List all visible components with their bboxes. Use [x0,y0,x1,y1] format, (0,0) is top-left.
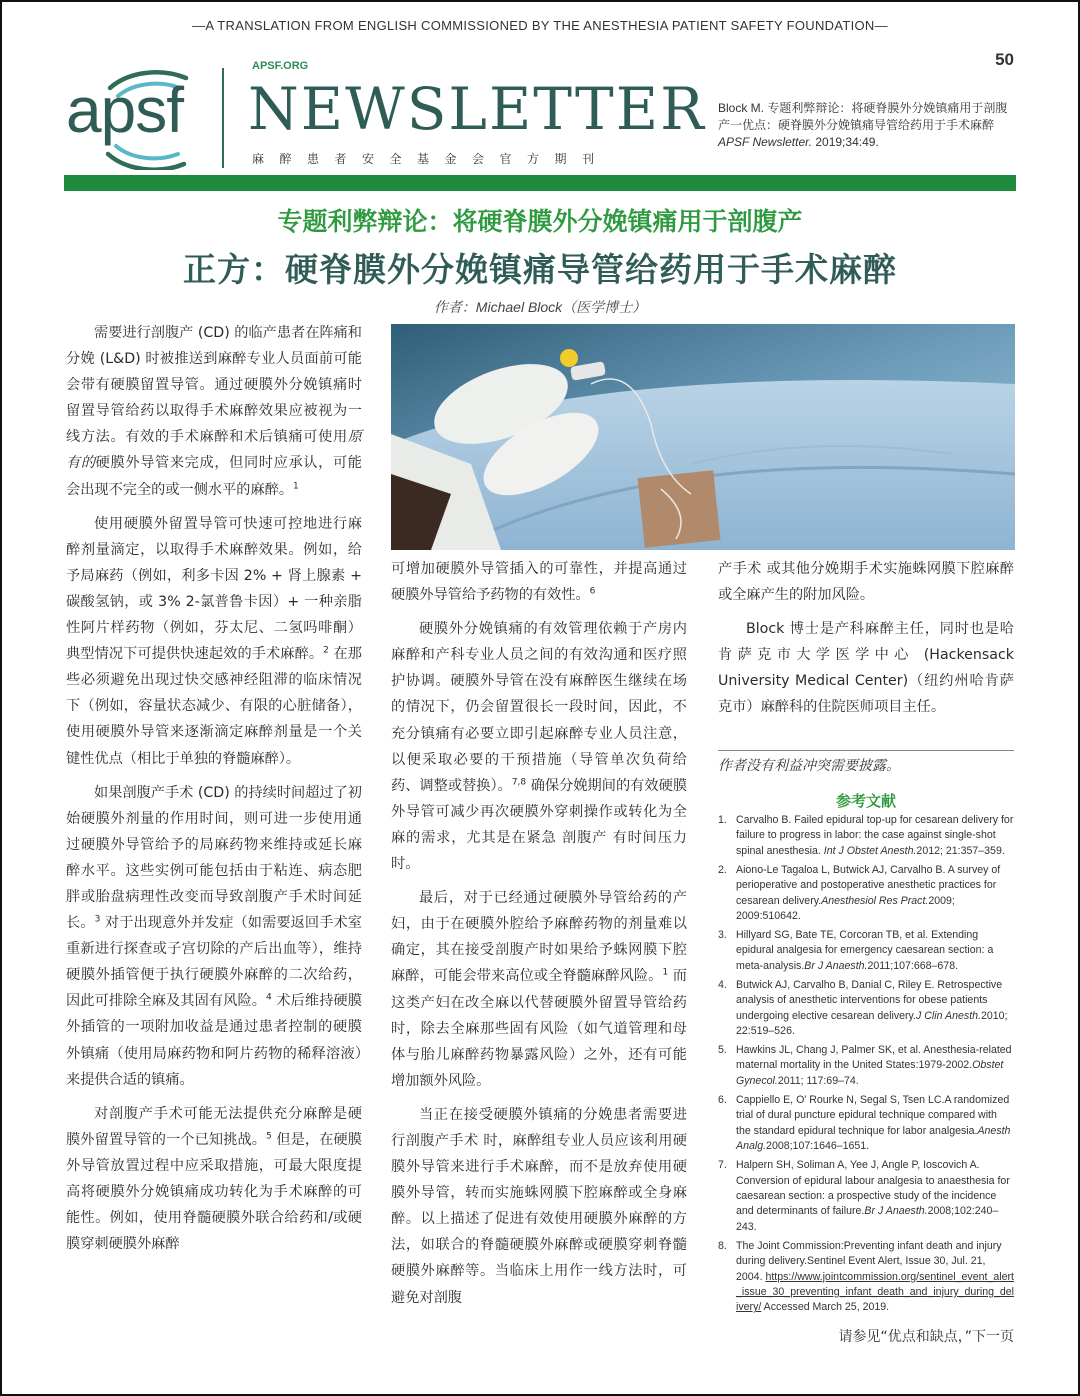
author-bio: Block 博士是产科麻醉主任，同时也是哈肯萨克市大学医学中心 (Hackensack University Medical Center)（纽约州哈肯萨克市）麻醉科的住院医师项目主任。 [718,621,1014,716]
article-headline: 正方：硬脊膜外分娩镇痛导管给药用于手术麻醉 [183,250,897,289]
citation-volume: 2019;34:49. [812,135,879,149]
translation-banner: —A TRANSLATION FROM ENGLISH COMMISSIONED BY THE ANESTHESIA PATIENT SAFETY FOUNDATION— [192,18,888,33]
reference-item: 3. Hillyard SG, Bate TE, Corcoran TB, et al. Extending epidural analgesia for emergency caesarean section: a meta-analysis.Br J Anaesth.2011;107:668–678. [718,929,994,972]
logo-wordmark: apsf [66,74,183,146]
paragraph: 如果剖腹产手术 (CD) 的持续时间超过了初始硬膜外剂量的作用时间，则可进一步使用通过硬膜外导管给予的局麻药物来维持或延长麻醉水平。这些实例可能包括由于粘连、病态肥胖或胎盘病理性改变而导致剖腹产手术时间延长。$^3$ 对于出现意外并发症（如需要返回手术室重新进行探查或子宫切除的产后出血等），维持硬膜外插管便于执行硬膜外麻醉的二次给药，因此可排除全麻及其固有风险。$^4$ 术后维持硬膜外插管的一项附加收益是通过患者控制的硬膜外镇痛（使用局麻药物和阿片药物的稀释溶液）来提供合适的镇痛。 [66,784,362,1088]
column-1 [66,320,362,1265]
header-rule [64,175,1016,191]
reference-item: 1. Carvalho B. Failed epidural top-up for cesarean delivery for failure to progress in labor: the case against single-shot spinal anesthesia. Int J Obstet Anesth.2012; 21:357–359. [718,814,1014,857]
reference-item: 2. Aiono-Le Tagaloa L, Butwick AJ, Carvalho B. A survey of perioperative and postoperative anesthetic practices for cesarean delivery.Anesthesiol Res Pract.2009; 2009:510642. [718,863,1001,923]
paragraph: 使用硬膜外留置导管可快速可控地进行麻醉剂量滴定，以取得手术麻醉效果。例如，给予局麻药（例如，利多卡因 2% + 肾上腺素 + 碳酸氢钠，或 3% 2-氯普鲁卡因）+ 一种亲脂性阿片样药物（例如，芬太尼、二氢吗啡酮）典型情况下可提供快速起效的手术麻醉。$^2$ 在那些必须避免出现过快交感神经阻滞的临床情况下（例如，容量状态减少、有限的心脏储备），使用硬膜外导管来逐渐滴定麻醉剂量是一个关键性优点（相比于单独的脊髓麻醉）。 [66,515,362,767]
surgical-photo-icon [391,324,1015,550]
masthead-divider [222,68,224,168]
paragraph: 当正在接受硬膜外镇痛的分娩患者需要进行剖腹产手术 时，麻醉组专业人员应该利用硬膜外导管来进行手术麻醉，而不是放弃使用硬膜外导管，转而实施蛛网膜下腔麻醉或全身麻醉。以上描述了促进有效使用硬膜外麻醉的方法，如联合的脊髓硬膜外麻醉或硬膜穿刺脊髓硬膜外麻醉等。当临床上用作一线方法时，可避免对剖腹 [391,1106,687,1306]
reference-item: 4. Butwick AJ, Carvalho B, Danial C, Riley E. Retrospective analysis of anesthetic interventions for obese patients undergoing elective cesarean delivery.J Clin Anesth.2010; 22:519–526. [718,978,1008,1038]
apsf-logo [66,66,216,170]
reference-item: 6. Cappiello E, O’ Rourke N, Segal S, Tsen LC.A randomized trial of dural puncture epidural technique compared with the standard epidural technique for labor analgesia.Anesth Analg.2008;107:1646–1651. [718,1093,1011,1153]
citation-journal: APSF Newsletter. [718,135,813,149]
paragraph: 可增加硬膜外导管插入的可靠性，并提高通过硬膜外导管给予药物的有效性。$^6$ [391,561,687,604]
newsletter-title: NEWSLETTER [248,75,706,143]
paragraph: 产手术 或其他分娩期手术实施蛛网膜下腔麻醉或全麻产生的附加风险。 [718,561,1014,604]
paragraph: 需要进行剖腹产 (CD) 的临产患者在阵痛和分娩 (L&D) 时被推送到麻醉专业人员面前可能会带有硬膜留置导管。通过硬膜外分娩镇痛时留置导管给药以取得手术麻醉效果应被视为一线方法。有效的手术麻醉和术后镇痛可使用原有的硬膜外导管来完成，但同时应承认，可能会出现不完全的或一侧水平的麻醉。$^1$ [66,325,362,498]
citation-line-3 [718,134,1018,151]
references-list [718,813,1014,1319]
continued-note[interactable]: 请参见“优点和缺点，”下一页 [838,1329,1014,1345]
paragraph: 硬膜外分娩镇痛的有效管理依赖于产房内麻醉和产科专业人员之间的有效沟通和医疗照护协调。硬膜外导管在没有麻醉医生继续在场的情况下，仍会留置很长一段时间，因此，不充分镇痛有必要立即引起麻醉专业人员注意，以便采取必要的干预措施（导管单次负荷给药、调整或替换）。$^{7,8}$ 确保分娩期间的有效硬膜外导管可减少再次硬膜外穿刺操作或转化为全麻的需求，尤其是在紧急 剖腹产 有时间压力时。 [391,621,688,873]
references-heading: 参考文献 [835,792,896,810]
newsletter-subtitle: 麻醉患者安全基金会官方期刊 [252,152,610,166]
reference-link[interactable]: https://www.jointcommission.org/sentinel_event_alert_issue_30_preventing_infant_death_and_injury_during_delivery/ [736,1270,1015,1314]
article-byline: 作者：Michael Block（医学博士） [433,299,647,315]
site-url[interactable]: APSF.ORG [252,60,309,72]
citation-block [718,100,1018,151]
paragraph: 最后，对于已经通过硬膜外导管给药的产妇，由于在硬膜外腔给予麻醉药物的剂量难以确定，其在接受剖腹产时如果给予蛛网膜下腔麻醉，可能会带来高位或全脊髓麻醉风险。$^1$ 而这类产妇在改全麻以代替硬膜外留置导管给药时，除去全麻那些固有风险（如气道管理和母体与胎儿麻醉药物暴露风险）之外，还有可能增加额外风险。 [391,890,687,1089]
reference-item: 8. The Joint Commission:Preventing infant death and injury during delivery.Sentinel Event Alert, Issue 30, Jul. 21, 2004. https://www.jointcommission.org/sentinel_event_alert_issue_30_preventing_infant_death_and_injury_during_delivery/ Accessed March 25, 2019. [718,1239,1015,1314]
article-kicker: 专题利弊辩论：将硬脊膜外分娩镇痛用于剖腹产 [277,207,803,236]
citation-line-2: 产一优点：硬脊膜外分娩镇痛导管给药用于手术麻醉 [718,118,995,132]
surgical-photo [391,324,1015,550]
paragraph: 对剖腹产手术可能无法提供充分麻醉是硬膜外留置导管的一个已知挑战。$^5$ 但是，在硬膜外导管放置过程中应采取措施，可最大限度提高将硬膜外分娩镇痛成功转化为手术麻醉的可能性。例如，使用脊髓硬膜外联合给药和/或硬膜穿刺硬膜外麻醉 [66,1105,362,1253]
reference-item: 5. Hawkins JL, Chang J, Palmer SK, et al. Anesthesia-related maternal mortality in the United States:1979-2002.Obstet Gynecol.2011; 117:69–74. [718,1044,1012,1087]
column-3 [718,556,1014,729]
column-2 [391,556,687,1319]
disclosure-note: 作者没有利益冲突需要披露。 [718,750,1014,775]
page-number: 50 [995,50,1014,69]
citation-line-1: Block M. 专题利弊辩论：将硬脊膜外分娩镇痛用于剖腹 [718,101,1008,115]
reference-item: 7. Halpern SH, Soliman A, Yee J, Angle P, Ioscovich A. Conversion of epidural labour analgesia to anaesthesia for caesarean section: a prospective study of the incidence and determinants of failure.Br J Anaesth.2008;102:240–243. [718,1159,1010,1233]
